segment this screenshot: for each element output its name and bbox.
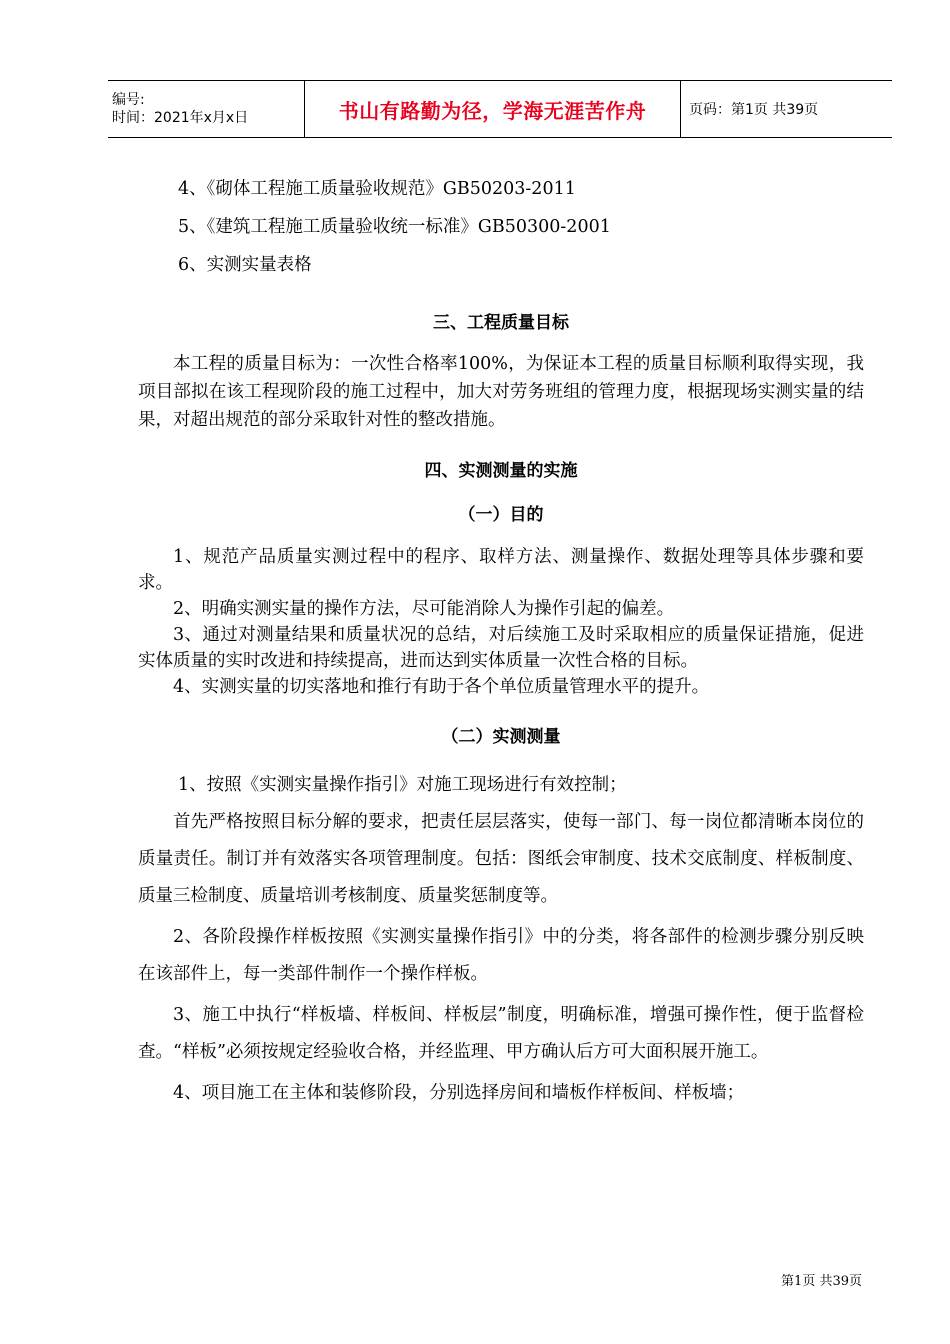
page-footer: 第1页 共39页 bbox=[781, 1274, 862, 1289]
measure-item: 3、施工中执行“样板墙、样板间、样板层”制度，明确标准，增强可操作性，便于监督检查。“样板”必须按规定经验收合格，并经监理、甲方确认后方可大面积展开施工。 bbox=[138, 1005, 864, 1062]
reference-item: 5、《建筑工程施工质量验收统一标准》GB50300-2001 bbox=[178, 217, 611, 237]
reference-item: 6、实测实量表格 bbox=[178, 255, 312, 275]
document-body bbox=[138, 170, 864, 1112]
document-time-label: 时间：2021年x月x日 bbox=[112, 110, 249, 126]
section-heading: 四、实测测量的实施 bbox=[424, 461, 578, 481]
subsection-heading: （二）实测测量 bbox=[441, 727, 561, 747]
purpose-item: 4、实测实量的切实落地和推行有助于各个单位质量管理水平的提升。 bbox=[173, 677, 710, 697]
purpose-item: 3、通过对测量结果和质量状况的总结，对后续施工及时采取相应的质量保证措施，促进实体质量的实时改进和持续提高，进而达到实体质量一次性合格的目标。 bbox=[138, 625, 864, 671]
measure-item: 2、各阶段操作样板按照《实测实量操作指引》中的分类，将各部件的检测步骤分别反映在该部件上，每一类部件制作一个操作样板。 bbox=[138, 927, 864, 984]
page-header bbox=[108, 80, 892, 138]
measure-list bbox=[138, 766, 864, 1112]
purpose-item: 2、明确实测实量的操作方法，尽可能消除人为操作引起的偏差。 bbox=[173, 599, 675, 619]
measure-item: 首先严格按照目标分解的要求，把责任层层落实，使每一部门、每一岗位都清晰本岗位的质量责任。制订并有效落实各项管理制度。包括：图纸会审制度、技术交底制度、样板制度、质量三检制度、质量培训考核制度、质量奖惩制度等。 bbox=[138, 812, 864, 906]
measure-item: 4、项目施工在主体和装修阶段，分别选择房间和墙板作样板间、样板墙； bbox=[173, 1083, 745, 1103]
section-paragraph: 本工程的质量目标为：一次性合格率100%，为保证本工程的质量目标顺利取得实现，我项目部拟在该工程现阶段的施工过程中，加大对劳务班组的管理力度，根据现场实测实量的结果，对超出规范的部分采取针对性的整改措施。 bbox=[138, 354, 864, 430]
header-motto: 书山有路勤为径，学海无涯苦作舟 bbox=[304, 81, 681, 137]
measure-item: 1、按照《实测实量操作指引》对施工现场进行有效控制； bbox=[178, 775, 627, 795]
header-page-number: 页码：第1页 共39页 bbox=[689, 102, 819, 118]
subsection-heading: （一）目的 bbox=[458, 505, 544, 525]
document-number-label: 编号: bbox=[112, 92, 145, 108]
reference-item: 4、《砌体工程施工质量验收规范》GB50203-2011 bbox=[178, 179, 576, 199]
header-meta bbox=[108, 81, 304, 137]
purpose-list bbox=[138, 544, 864, 700]
section-heading: 三、工程质量目标 bbox=[433, 313, 569, 333]
purpose-item: 1、规范产品质量实测过程中的程序、取样方法、测量操作、数据处理等具体步骤和要求。 bbox=[138, 547, 864, 593]
